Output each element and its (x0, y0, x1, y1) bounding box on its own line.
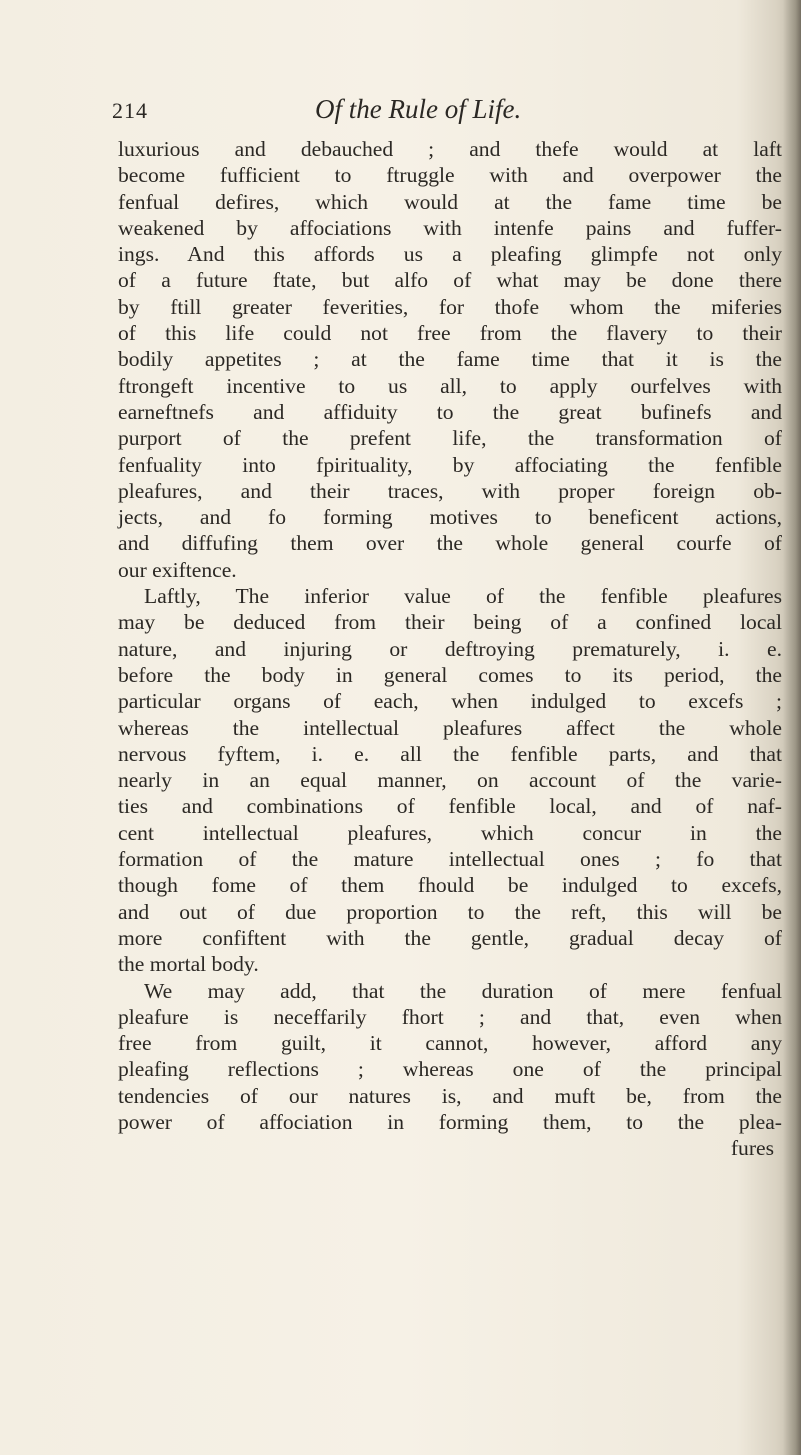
text-line: nearly in an equal manner, on account of the varie- (118, 768, 782, 793)
text-line: cent intellectual pleafures, which concur in the (118, 820, 782, 845)
text-line: nature, and injuring or deftroying prematurely, i. e. (118, 636, 782, 661)
text-line: tendencies of our natures is, and muft be, from the (118, 1083, 782, 1108)
text-line: free from guilt, it cannot, however, afford any (118, 1031, 782, 1056)
body-text (118, 136, 782, 1162)
page-header (112, 92, 712, 132)
text-line: bodily appetites ; at the fame time that it is the (118, 347, 782, 372)
text-line: jects, and fo forming motives to beneficent actions, (118, 505, 782, 530)
page-gutter-shadow (783, 0, 801, 1455)
text-line: fenfual defires, which would at the fame time be (118, 189, 782, 214)
text-line: of a future ftate, but alfo of what may be done there (118, 268, 782, 293)
text-line: earneftnefs and affiduity to the great bufinefs and (118, 399, 782, 424)
text-line: may be deduced from their being of a confined local (118, 610, 782, 635)
text-line: pleafing reflections ; whereas one of the principal (118, 1057, 782, 1082)
text-line: ftrongeft incentive to us all, to apply ourfelves with (118, 373, 782, 398)
text-line: though fome of them fhould be indulged to excefs, (118, 873, 782, 898)
text-line: the mortal body. (118, 952, 259, 977)
text-line: formation of the mature intellectual ones ; fo that (118, 847, 782, 872)
text-line: and diffufing them over the whole general courfe of (118, 531, 782, 556)
text-line: nervous fyftem, i. e. all the fenfible parts, and that (118, 741, 782, 766)
page-number: 214 (112, 98, 148, 123)
catchword: fures (730, 1136, 774, 1161)
text-line: pleafure is neceffarily fhort ; and that, even when (118, 1004, 782, 1029)
text-line: purport of the prefent life, the transformation of (118, 426, 782, 451)
text-line: ties and combinations of fenfible local, and of naf- (118, 794, 782, 819)
text-line: whereas the intellectual pleafures affect the whole (118, 715, 782, 740)
text-line: ings. And this affords us a pleafing glimpfe not only (118, 242, 782, 267)
running-title: Of the Rule of Life. (315, 94, 522, 124)
text-line: particular organs of each, when indulged to excefs ; (118, 689, 782, 714)
text-line: power of affociation in forming them, to the plea- (118, 1109, 782, 1134)
text-line: fenfuality into fpirituality, by affociating the fenfible (118, 452, 782, 477)
text-line: our exiftence. (118, 557, 237, 582)
text-line: of this life could not free from the flavery to their (118, 321, 782, 346)
text-line: We may add, that the duration of mere fenfual (144, 978, 782, 1003)
text-line: and out of due proportion to the reft, this will be (118, 899, 782, 924)
text-line: by ftill greater feverities, for thofe whom the miferies (118, 294, 782, 319)
text-line: weakened by affociations with intenfe pains and fuffer- (118, 215, 782, 240)
text-line: Laftly, The inferior value of the fenfible pleafures (144, 584, 782, 609)
text-line: more confiftent with the gentle, gradual decay of (118, 925, 782, 950)
text-line: become fufficient to ftruggle with and overpower the (118, 163, 782, 188)
text-line: luxurious and debauched ; and thefe would at laft (118, 137, 782, 161)
text-line: pleafures, and their traces, with proper foreign ob- (118, 478, 782, 503)
text-line: before the body in general comes to its period, the (118, 662, 782, 687)
